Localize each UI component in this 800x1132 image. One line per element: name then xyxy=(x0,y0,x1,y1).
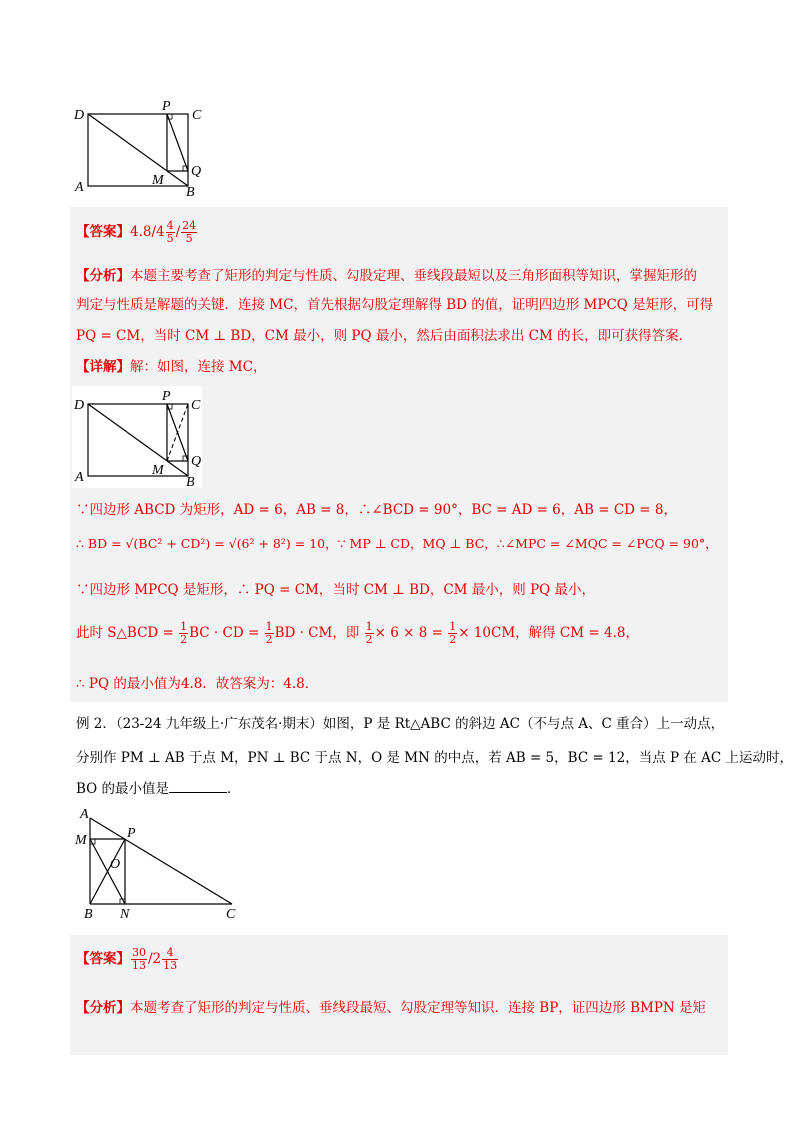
label-Q: Q xyxy=(191,454,202,469)
answer-fraction-2: $\frac{24}{5}$ xyxy=(182,219,197,245)
answer-fraction-1: $\frac{4}{5}$ xyxy=(166,219,174,245)
label-M: M xyxy=(75,833,87,848)
step-line-5 xyxy=(76,674,736,694)
detail-tag: 【详解】 xyxy=(76,359,130,375)
triangle-figure xyxy=(74,804,244,922)
half-fraction-2: $\frac{1}{2}$ xyxy=(265,620,273,646)
step-text-2: ∴ BD = √(BC² + CD²) = √(6² + 8²) = 10，∵ MP ⊥ CD，MQ ⊥ BC，∴∠MPC = ∠MQC = ∠PCQ = 90°， xyxy=(76,536,718,551)
question-text-2: 分别作 PM ⊥ AB 于点 M，PN ⊥ BC 于点 N，O 是 MN 的中点，若 AB = 5，BC = 12，当点 P 在 AC 上运动时， xyxy=(76,750,794,766)
label-M: M xyxy=(152,463,164,478)
detail-line xyxy=(76,357,736,377)
answer-line-2 xyxy=(76,944,736,974)
label-N: N xyxy=(120,907,130,922)
step-text-4a: 此时 S△BCD = xyxy=(76,625,179,641)
label-C: C xyxy=(191,398,201,413)
half-fraction-3: $\frac{1}{2}$ xyxy=(365,620,373,646)
analysis-text-3: PQ = CM，当时 CM ⊥ BD，CM 最小，则 PQ 最小，然后由面积法求出 CM 的长，即可获得答案． xyxy=(76,328,693,344)
analysis-line-3 xyxy=(76,326,736,346)
label-C: C xyxy=(192,108,202,123)
label-A: A xyxy=(75,180,84,195)
answer-text: 4.8/4 xyxy=(130,224,165,240)
analysis-line-2 xyxy=(76,295,736,315)
answer-tag: 【答案】 xyxy=(76,224,130,240)
detail-text: 解：如图，连接 MC， xyxy=(130,359,267,375)
label-M: M xyxy=(152,173,164,188)
label-D: D xyxy=(74,108,85,123)
label-O: O xyxy=(110,857,121,872)
half-fraction-1: $\frac{1}{2}$ xyxy=(180,620,188,646)
step-line-2 xyxy=(76,534,736,554)
step-text-1: ∵四边形 ABCD 为矩形，AD = 6，AB = 8，∴∠BCD = 90°，BC = AD = 6，AB = CD = 8， xyxy=(76,502,677,518)
question-text-3: BO 的最小值是 xyxy=(76,781,170,797)
answer-blank xyxy=(169,778,227,793)
question-line-1 xyxy=(76,714,736,734)
label-B: B xyxy=(186,475,195,488)
label-P: P xyxy=(127,826,136,841)
step-line-3 xyxy=(76,580,736,600)
label-P: P xyxy=(162,389,171,404)
half-fraction-4: $\frac{1}{2}$ xyxy=(449,620,457,646)
label-C: C xyxy=(226,907,236,922)
label-D: D xyxy=(74,398,85,413)
step-text-4b: BC · CD = xyxy=(189,625,264,641)
analysis2-tag: 【分析】 xyxy=(76,1000,130,1016)
answer2-separator: /2 xyxy=(148,951,162,967)
answer-tag-2: 【答案】 xyxy=(76,951,130,967)
answer2-fraction-2: $\frac{4}{13}$ xyxy=(163,946,178,972)
label-B: B xyxy=(84,907,93,922)
rectangle-figure-2 xyxy=(72,386,212,488)
rectangle-figure-1 xyxy=(72,98,212,198)
label-A: A xyxy=(75,470,84,485)
question-text-1: 例 2．（23-24 九年级上·广东茂名·期末）如图，P 是 Rt△ABC 的斜边 AC（不与点 A、C 重合）上一动点， xyxy=(76,716,725,732)
step-text-5: ∴ PQ 的最小值为4.8．故答案为：4.8． xyxy=(76,676,319,692)
step-text-4e: × 10CM，解得 CM = 4.8， xyxy=(458,625,639,641)
analysis-text-2: 判定与性质是解题的关键．连接 MC，首先根据勾股定理解得 BD 的值，证明四边形 MPCQ 是矩形，可得 xyxy=(76,297,714,313)
answer-line-1 xyxy=(76,218,736,246)
analysis2-line-1 xyxy=(76,998,736,1018)
step-text-4c: BD · CM，即 xyxy=(274,625,364,641)
question-line-3 xyxy=(76,778,736,799)
question-end: ． xyxy=(227,781,241,797)
analysis-text-1: 本题主要考查了矩形的判定与性质、勾股定理、垂线段最短以及三角形面积等知识，掌握矩形的 xyxy=(130,268,697,284)
answer2-fraction-1: $\frac{30}{13}$ xyxy=(132,946,146,972)
answer-separator: / xyxy=(175,224,181,240)
label-P: P xyxy=(162,99,171,114)
analysis-line-1 xyxy=(76,266,736,286)
analysis-tag: 【分析】 xyxy=(76,268,130,284)
label-B: B xyxy=(186,185,195,198)
label-Q: Q xyxy=(191,164,202,179)
analysis2-text-1: 本题考查了矩形的判定与性质、垂线段最短、勾股定理等知识．连接 BP，证四边形 BMPN 是矩 xyxy=(130,1000,707,1016)
step-line-1 xyxy=(76,500,736,520)
question-line-2 xyxy=(76,748,794,768)
step-text-3: ∵四边形 MPCQ 是矩形，∴ PQ = CM，当时 CM ⊥ BD，CM 最小，则 PQ 最小， xyxy=(76,582,596,598)
label-A: A xyxy=(80,807,89,822)
step-line-4 xyxy=(76,618,736,648)
step-text-4d: × 6 × 8 = xyxy=(374,625,448,641)
